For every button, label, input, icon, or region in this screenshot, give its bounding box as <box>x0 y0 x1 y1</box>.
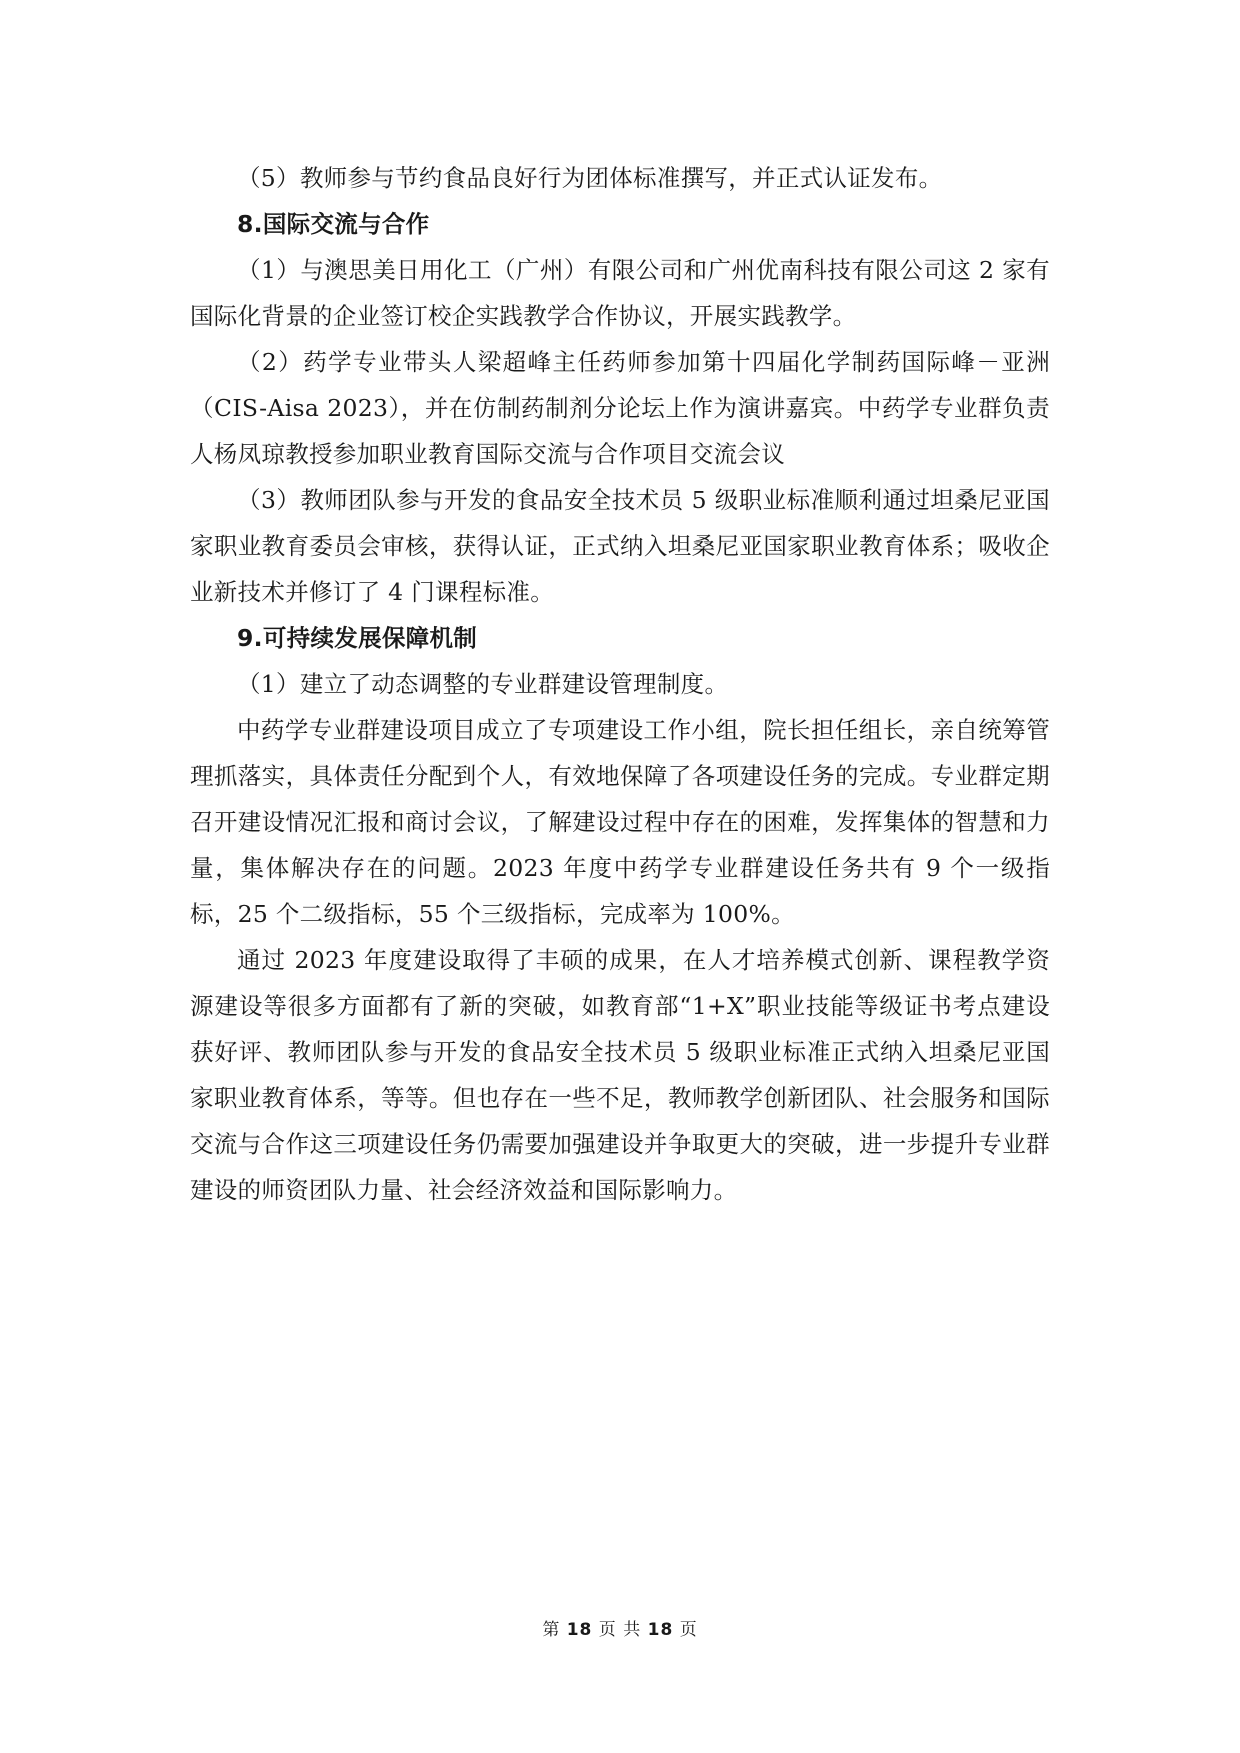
section-heading-8: 8.国际交流与合作 <box>237 210 430 238</box>
current-page-number: 18 <box>566 1620 593 1640</box>
paragraph-8-1: （1）与澳思美日用化工（广州）有限公司和广州优南科技有限公司这 2 家有国际化背景的企业签订校企实践教学合作协议，开展实践教学。 <box>190 256 1050 330</box>
paragraph-9-2: 中药学专业群建设项目成立了专项建设工作小组，院长担任组长，亲自统筹管理抓落实，具体责任分配到个人，有效地保障了各项建设任务的完成。专业群定期召开建设情况汇报和商讨会议，了解建设过程中存在的困难，发挥集体的智慧和力量，集体解决存在的问题。2023 年度中药学专业群建设任务共有 9 个一级指标，25 个二级指标，55 个三级指标，完成率为 100%。 <box>190 716 1050 928</box>
paragraph-8-2: （2）药学专业带头人梁超峰主任药师参加第十四届化学制药国际峰－亚洲（CIS-Aisa 2023），并在仿制药制剂分论坛上作为演讲嘉宾。中药学专业群负责人杨凤琼教授参加职业教育国际交流与合作项目交流会议 <box>190 348 1050 468</box>
paragraph-8-3: （3）教师团队参与开发的食品安全技术员 5 级职业标准顺利通过坦桑尼亚国家职业教育委员会审核，获得认证，正式纳入坦桑尼亚国家职业教育体系；吸收企业新技术并修订了 4 门课程标准。 <box>190 486 1050 606</box>
page-footer <box>0 1618 1240 1642</box>
paragraph-9-3: 通过 2023 年度建设取得了丰硕的成果，在人才培养模式创新、课程教学资源建设等很多方面都有了新的突破，如教育部“1+X”职业技能等级证书考点建设获好评、教师团队参与开发的食品安全技术员 5 级职业标准正式纳入坦桑尼亚国家职业教育体系，等等。但也存在一些不足，教师教学创新团队、社会服务和国际交流与合作这三项建设任务仍需要加强建设并争取更大的突破，进一步提升专业群建设的师资团队力量、社会经济效益和国际影响力。 <box>190 946 1050 1204</box>
total-page-number: 18 <box>647 1620 674 1640</box>
footer-prefix: 第 <box>542 1620 561 1640</box>
paragraph-9-1: （1）建立了动态调整的专业群建设管理制度。 <box>237 670 729 698</box>
page-body <box>190 155 1050 1213</box>
paragraph-item-5: （5）教师参与节约食品良好行为团体标准撰写，并正式认证发布。 <box>237 164 943 192</box>
footer-middle: 页 共 <box>598 1620 642 1640</box>
section-heading-9: 9.可持续发展保障机制 <box>237 624 478 652</box>
footer-suffix: 页 <box>679 1620 698 1640</box>
